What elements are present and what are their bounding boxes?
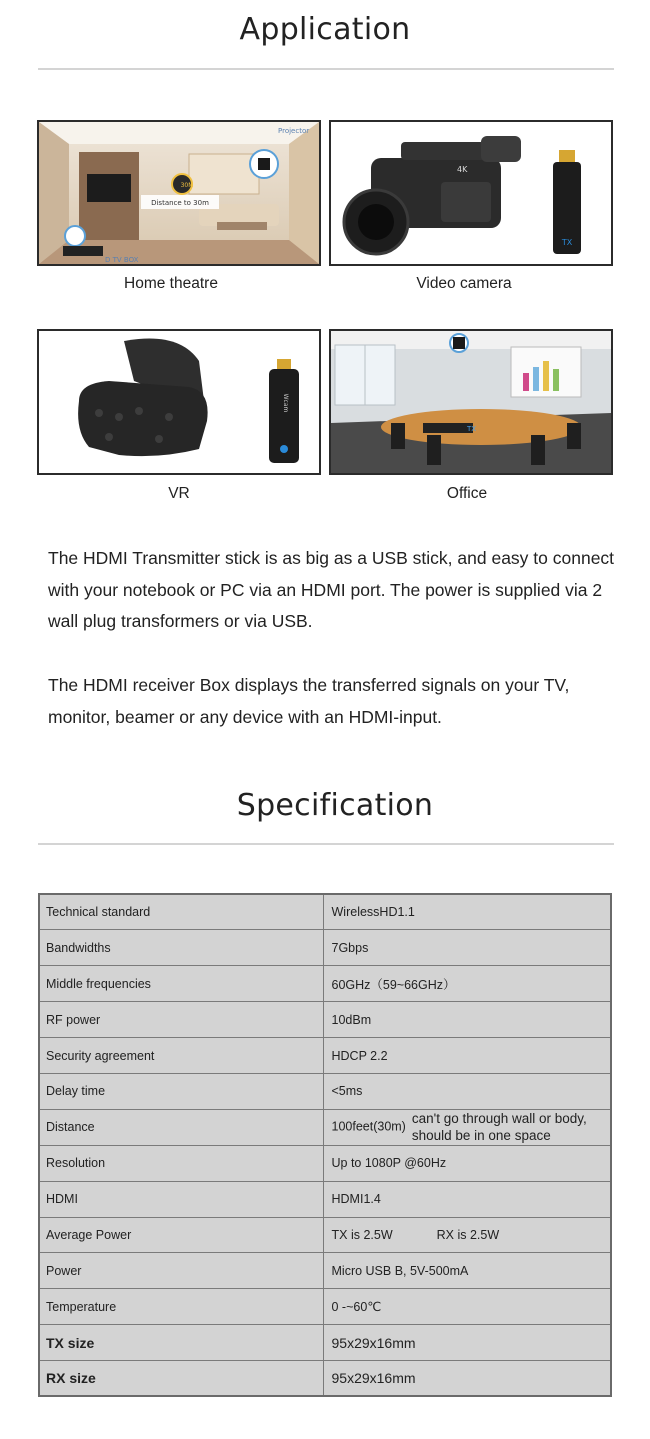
camera-4k-label: 4K <box>457 165 468 174</box>
caption-video-camera: Video camera <box>416 275 512 292</box>
spec-key: RF power <box>39 1002 323 1038</box>
spec-value: TX is 2.5W <box>331 1227 393 1242</box>
spec-key: Security agreement <box>39 1038 323 1074</box>
spec-value: 95x29x16mm <box>323 1361 611 1397</box>
spec-value-cell <box>323 1109 611 1145</box>
spec-note-line: can't go through wall or body, <box>411 1111 587 1127</box>
table-row <box>39 1325 611 1361</box>
table-row <box>39 966 611 1002</box>
table-row <box>39 1002 611 1038</box>
spec-value: 60GHz（59~66GHz） <box>323 966 611 1002</box>
table-row <box>39 1289 611 1325</box>
spec-key: HDMI <box>39 1181 323 1217</box>
spec-value: 95x29x16mm <box>323 1325 611 1361</box>
table-row <box>39 1217 611 1253</box>
table-row <box>39 1181 611 1217</box>
transmitter-description: The HDMI Transmitter stick is as big as a USB stick, and easy to connect with your notebook or PC via an HDMI port. The power is supplied via 2 wall plug transformers or via USB. <box>48 548 615 631</box>
camera-tx-label: TX <box>561 238 573 247</box>
receiver-description: The HDMI receiver Box displays the transferred signals on your TV, monitor, beamer or any device with an HDMI-input. <box>48 675 570 727</box>
specification-divider <box>38 843 614 845</box>
table-row <box>39 894 611 930</box>
specification-title: Specification <box>236 788 434 823</box>
table-row <box>39 1109 611 1145</box>
spec-value: 0 -~60℃ <box>323 1289 611 1325</box>
spec-key: TX size <box>39 1325 323 1361</box>
table-row <box>39 1145 611 1181</box>
spec-key: Power <box>39 1253 323 1289</box>
tv-box-label: D TV BOX <box>105 256 139 264</box>
office-image <box>329 329 613 475</box>
spec-value: <5ms <box>323 1073 611 1109</box>
table-row <box>39 1038 611 1074</box>
specification-table <box>38 893 612 1397</box>
office-tx-label: TX <box>467 425 477 433</box>
spec-key: Distance <box>39 1109 323 1145</box>
spec-key: Average Power <box>39 1217 323 1253</box>
spec-value-cell <box>323 1217 611 1253</box>
spec-value: 100feet(30m) <box>331 1119 406 1134</box>
vr-image <box>37 329 321 475</box>
spec-key: Bandwidths <box>39 930 323 966</box>
application-divider <box>38 68 614 70</box>
spec-value: Up to 1080P @60Hz <box>323 1145 611 1181</box>
range-badge-text: 30M <box>180 182 194 189</box>
caption-vr: VR <box>168 485 190 502</box>
svg-text:Wcam: Wcam <box>282 393 289 413</box>
spec-key: RX size <box>39 1361 323 1397</box>
spec-key: Temperature <box>39 1289 323 1325</box>
table-row <box>39 1361 611 1397</box>
caption-home-theatre: Home theatre <box>124 275 218 292</box>
application-title: Application <box>239 12 411 47</box>
video-camera-image <box>329 120 613 266</box>
spec-key: Resolution <box>39 1145 323 1181</box>
spec-value-secondary: RX is 2.5W <box>436 1227 500 1242</box>
distance-label: Distance to 30m <box>151 199 209 207</box>
caption-office: Office <box>446 485 488 502</box>
spec-key: Middle frequencies <box>39 966 323 1002</box>
spec-value: HDCP 2.2 <box>323 1038 611 1074</box>
home-theatre-image <box>37 120 321 266</box>
table-row <box>39 1073 611 1109</box>
table-row <box>39 930 611 966</box>
table-row <box>39 1253 611 1289</box>
spec-key: Technical standard <box>39 894 323 930</box>
spec-value: WirelessHD1.1 <box>323 894 611 930</box>
spec-value: Micro USB B, 5V-500mA <box>323 1253 611 1289</box>
spec-note <box>412 1110 587 1144</box>
spec-note-line: should be in one space <box>411 1128 551 1144</box>
spec-key: Delay time <box>39 1073 323 1109</box>
projector-label: Projector <box>278 127 310 135</box>
spec-value: HDMI1.4 <box>323 1181 611 1217</box>
spec-value: 7Gbps <box>323 930 611 966</box>
spec-value: 10dBm <box>323 1002 611 1038</box>
